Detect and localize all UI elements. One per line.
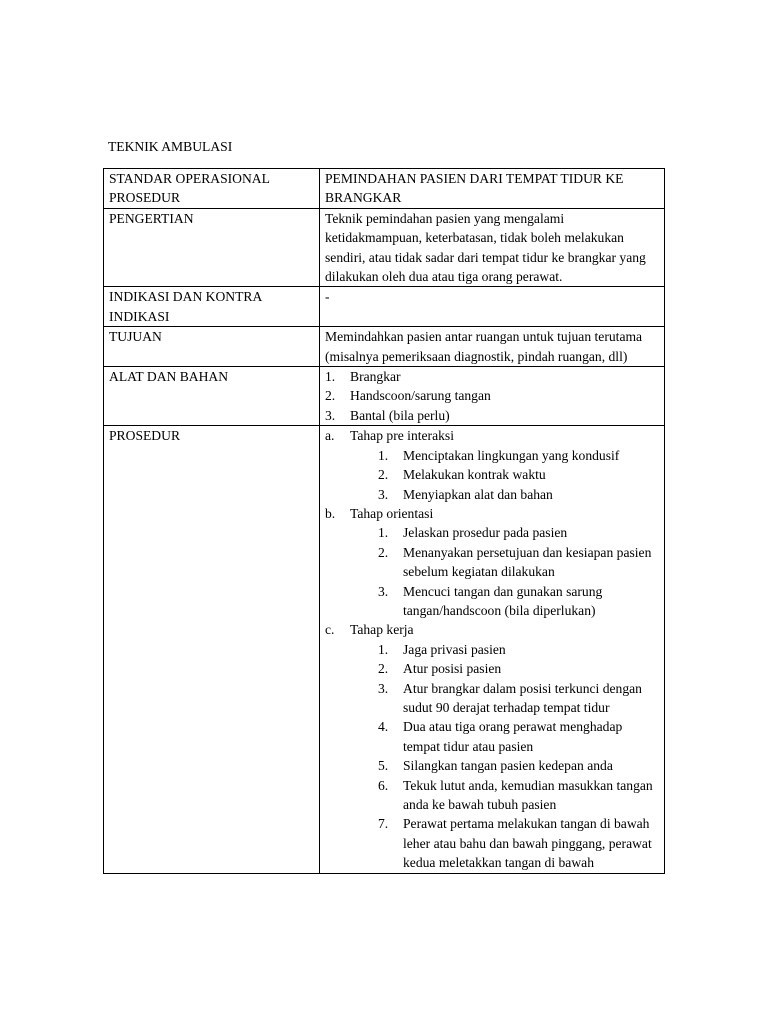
stage-marker: a. xyxy=(325,428,335,444)
step-item xyxy=(378,582,659,621)
step-marker: 1. xyxy=(378,447,389,463)
list-item-text: Bantal (bila perlu) xyxy=(350,407,450,423)
row-pengertian xyxy=(104,208,665,287)
step-item xyxy=(378,543,659,582)
step-item xyxy=(378,776,659,815)
step-item xyxy=(378,640,659,659)
label-alat: ALAT DAN BAHAN xyxy=(104,367,320,426)
step-text: Atur brangkar dalam posisi terkunci dengan sudut 90 derajat terhadap tempat tidur xyxy=(403,680,642,715)
step-marker: 4. xyxy=(378,719,389,735)
row-prosedur xyxy=(104,426,665,873)
step-text: Jelaskan prosedur pada pasien xyxy=(403,525,568,541)
stage-marker: c. xyxy=(325,622,335,638)
step-text: Menyiapkan alat dan bahan xyxy=(403,486,553,502)
label-tujuan: TUJUAN xyxy=(104,327,320,367)
step-text: Perawat pertama melakukan tangan di bawah leher atau bahu dan bawah pinggang, perawat kedua meletakkan tangan di bawah xyxy=(403,816,652,871)
step-text: Melakukan kontrak waktu xyxy=(403,467,546,483)
step-text: Atur posisi pasien xyxy=(403,661,502,677)
stage-orientasi xyxy=(325,504,659,620)
step-text: Menanyakan persetujuan dan kesiapan pasien sebelum kegiatan dilakukan xyxy=(403,544,652,580)
step-item xyxy=(378,814,659,872)
step-marker: 3. xyxy=(378,583,389,599)
row-tujuan xyxy=(104,327,665,367)
step-text: Tekuk lutut anda, kemudian masukkan tangan anda ke bawah tubuh pasien xyxy=(403,777,653,812)
list-marker: 3. xyxy=(325,407,336,423)
prosedur-stages xyxy=(325,426,659,872)
step-item xyxy=(378,679,659,718)
list-item xyxy=(325,367,659,386)
step-text: Dua atau tiga orang perawat menghadap tempat tidur atau pasien xyxy=(403,719,623,754)
step-item xyxy=(378,756,659,775)
stage-steps xyxy=(350,446,659,504)
stage-marker: b. xyxy=(325,505,336,521)
step-item xyxy=(378,717,659,756)
step-marker: 5. xyxy=(378,758,389,774)
header-left-cell: STANDAR OPERASIONAL PROSEDUR xyxy=(104,169,320,209)
step-marker: 2. xyxy=(378,467,389,483)
sop-table xyxy=(103,168,665,874)
step-item xyxy=(378,523,659,542)
header-row xyxy=(104,169,665,209)
step-text: Menciptakan lingkungan yang kondusif xyxy=(403,447,620,463)
stage-title: Tahap orientasi xyxy=(350,505,434,521)
list-item xyxy=(325,386,659,405)
step-text: Jaga privasi pasien xyxy=(403,641,506,657)
label-prosedur: PROSEDUR xyxy=(104,426,320,873)
step-item xyxy=(378,446,659,465)
list-item-text: Brangkar xyxy=(350,369,401,385)
stage-pre-interaksi xyxy=(325,426,659,504)
label-indikasi: INDIKASI DAN KONTRA INDIKASI xyxy=(104,287,320,327)
stage-title: Tahap pre interaksi xyxy=(350,428,454,444)
text-tujuan: Memindahkan pasien antar ruangan untuk tujuan terutama (misalnya pemeriksaan diagnostik, pindah ruangan, dll) xyxy=(320,327,665,367)
step-marker: 3. xyxy=(378,486,389,502)
stage-steps xyxy=(350,640,659,873)
stage-title: Tahap kerja xyxy=(350,622,414,638)
list-marker: 2. xyxy=(325,388,336,404)
stage-steps xyxy=(350,523,659,620)
step-item xyxy=(378,659,659,678)
stage-kerja xyxy=(325,620,659,872)
step-marker: 2. xyxy=(378,661,389,677)
list-item xyxy=(325,406,659,425)
step-item xyxy=(378,485,659,504)
step-item xyxy=(378,465,659,484)
step-marker: 6. xyxy=(378,777,389,793)
row-alat xyxy=(104,367,665,426)
header-right-cell: PEMINDAHAN PASIEN DARI TEMPAT TIDUR KE BRANGKAR xyxy=(320,169,665,209)
list-item-text: Handscoon/sarung tangan xyxy=(350,388,491,404)
step-marker: 2. xyxy=(378,544,389,560)
cell-prosedur xyxy=(320,426,665,873)
step-text: Mencuci tangan dan gunakan sarung tangan/handscoon (bila diperlukan) xyxy=(403,583,603,618)
document-title: TEKNIK AMBULASI xyxy=(108,139,233,154)
label-pengertian: PENGERTIAN xyxy=(104,208,320,287)
step-marker: 1. xyxy=(378,525,389,541)
step-marker: 3. xyxy=(378,680,389,696)
text-indikasi: - xyxy=(320,287,665,327)
alat-list xyxy=(325,367,659,425)
step-marker: 7. xyxy=(378,816,389,832)
step-text: Silangkan tangan pasien kedepan anda xyxy=(403,758,613,774)
cell-alat xyxy=(320,367,665,426)
text-pengertian: Teknik pemindahan pasien yang mengalami ketidakmampuan, keterbatasan, tidak boleh melakukan sendiri, atau tidak sadar dari tempat tidur ke brangkar yang dilakukan oleh dua atau tiga orang perawat. xyxy=(320,208,665,287)
list-marker: 1. xyxy=(325,369,336,385)
step-marker: 1. xyxy=(378,641,389,657)
row-indikasi xyxy=(104,287,665,327)
